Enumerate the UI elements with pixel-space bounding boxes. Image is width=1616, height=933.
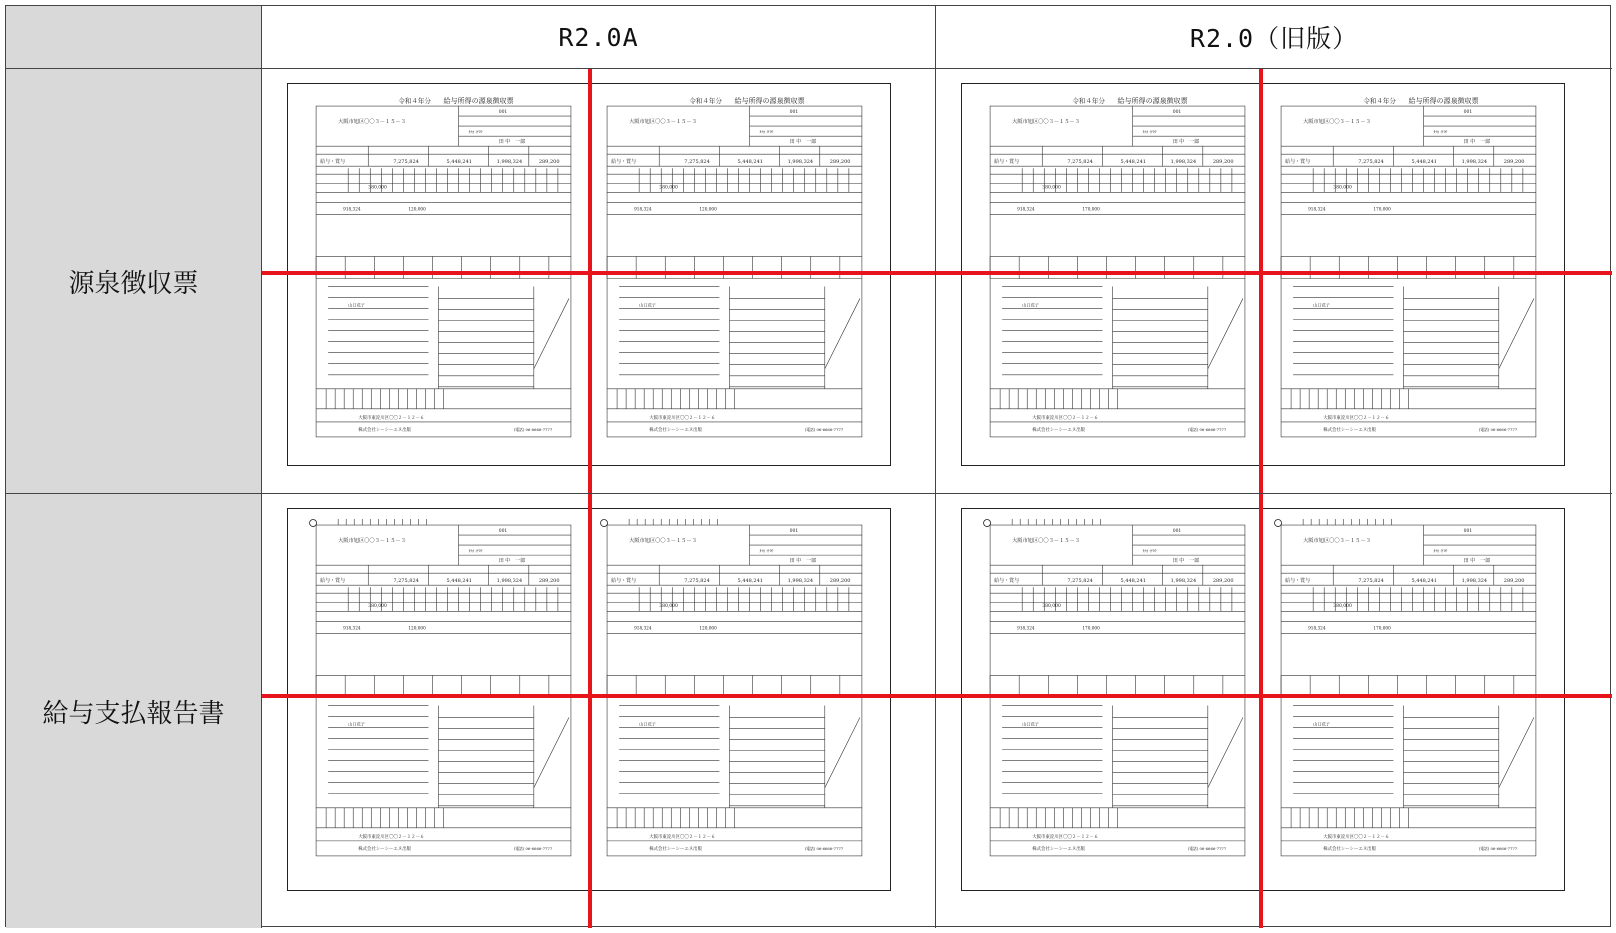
form-payer-tel: (電話) 06-6666-7777 bbox=[804, 845, 844, 851]
header-r20-old-label: R2.0（旧版） bbox=[1189, 24, 1359, 53]
form-amount-pay: 7,275,824 bbox=[1358, 159, 1384, 166]
form-social-insurance: 380,000 bbox=[1333, 185, 1352, 191]
form-payer-tel: (電話) 06-6666-7777 bbox=[1187, 426, 1227, 432]
form-year: 令和４年分 bbox=[398, 97, 431, 106]
form-number: 001 bbox=[1463, 529, 1473, 535]
form-number: 001 bbox=[498, 529, 508, 535]
form-year: 令和４年分 bbox=[689, 97, 722, 106]
form-payer-tel: (電話) 06-6666-7777 bbox=[513, 845, 553, 851]
form-copies bbox=[310, 519, 862, 856]
form-year: 令和４年分 bbox=[1363, 97, 1396, 106]
form-amount-after: 5,448,241 bbox=[1411, 578, 1437, 585]
form-payer-tel: (電話) 06-6666-7777 bbox=[1478, 426, 1518, 432]
comparison-table bbox=[5, 5, 1611, 927]
red-guide-vertical bbox=[588, 69, 592, 493]
form-payer-address: 大阪市東淀川区〇〇２－１２－６ bbox=[1032, 415, 1099, 421]
form-name-kana: ﾀﾅｶ ｲﾁﾛｳ bbox=[759, 130, 774, 135]
red-guide-horizontal bbox=[936, 694, 1612, 698]
form-amount-pay: 7,275,824 bbox=[1067, 578, 1093, 585]
form-amount-tax: 289,200 bbox=[1503, 578, 1525, 585]
form-payer-name: 株式会社シーシーエヌ出版 bbox=[1323, 846, 1377, 852]
form-dependent-name: 山口花子 bbox=[639, 302, 656, 308]
form-payment-type: 給与・賞与 bbox=[1285, 578, 1311, 585]
form-payment-type: 給与・賞与 bbox=[611, 159, 637, 166]
form-address: 大阪市旭区〇〇３－１５－３ bbox=[1012, 538, 1080, 545]
form-amount-tax: 289,200 bbox=[829, 159, 851, 166]
form-payment-type: 給与・賞与 bbox=[320, 159, 346, 166]
form-dependent-name: 山口花子 bbox=[348, 302, 366, 308]
form-insurance-b: 120,000 bbox=[408, 625, 426, 631]
form-title: 給与所得の源泉徴収票 bbox=[1408, 96, 1479, 106]
red-guide-horizontal bbox=[262, 694, 935, 698]
form-name: 田 中 一郎 bbox=[1172, 558, 1200, 565]
form-name: 田 中 一郎 bbox=[1463, 558, 1491, 565]
header-r20-old bbox=[936, 6, 1612, 69]
form-payer-address: 大阪市東淀川区〇〇２－１２－６ bbox=[649, 834, 716, 840]
form-payer-tel: (電話) 06-6666-7777 bbox=[804, 426, 844, 432]
form-payment-type: 給与・賞与 bbox=[611, 578, 637, 585]
form-payment-type: 給与・賞与 bbox=[320, 578, 346, 585]
form-social-insurance: 380,000 bbox=[1333, 604, 1352, 610]
red-guide-horizontal bbox=[936, 271, 1612, 275]
form-payer-name: 株式会社シーシーエヌ出版 bbox=[649, 427, 703, 433]
form-address: 大阪市旭区〇〇３－１５－３ bbox=[629, 538, 697, 545]
form-payer-address: 大阪市東淀川区〇〇２－１２－６ bbox=[1323, 834, 1390, 840]
form-payer-address: 大阪市東淀川区〇〇２－１２－６ bbox=[1032, 834, 1099, 840]
form-social-insurance: 380,000 bbox=[368, 604, 387, 610]
form-insurance-a: 918,324 bbox=[1308, 206, 1326, 212]
form-amount-after: 5,448,241 bbox=[1120, 159, 1146, 166]
form-amount-after: 5,448,241 bbox=[737, 159, 763, 166]
form-circle-mark bbox=[1275, 520, 1282, 527]
form-title: 給与所得の源泉徴収票 bbox=[1117, 96, 1188, 106]
form-amount-deduction: 1,998,324 bbox=[787, 159, 814, 166]
form-payment-type: 給与・賞与 bbox=[994, 578, 1020, 585]
header-r20a bbox=[262, 6, 936, 69]
form-amount-pay: 7,275,824 bbox=[393, 578, 419, 585]
form-amount-pay: 7,275,824 bbox=[1358, 578, 1384, 585]
form-payer-name: 株式会社シーシーエヌ出版 bbox=[1323, 427, 1377, 433]
form-payment-type: 給与・賞与 bbox=[1285, 159, 1311, 166]
form-number: 001 bbox=[1463, 110, 1473, 116]
form-amount-after: 5,448,241 bbox=[1411, 159, 1437, 166]
form-social-insurance: 380,000 bbox=[659, 604, 678, 610]
form-name-kana: ﾀﾅｶ ｲﾁﾛｳ bbox=[1142, 130, 1157, 135]
form-amount-deduction: 1,998,324 bbox=[787, 578, 814, 585]
form-insurance-a: 918,324 bbox=[634, 206, 652, 212]
form-dependent-name: 山口花子 bbox=[348, 721, 366, 727]
form-payer-tel: (電話) 06-6666-7777 bbox=[1478, 845, 1518, 851]
form-name-kana: ﾀﾅｶ ｲﾁﾛｳ bbox=[1433, 130, 1448, 135]
form-number: 001 bbox=[1172, 110, 1182, 116]
form-amount-deduction: 1,998,324 bbox=[1170, 159, 1197, 166]
preview-report-r20-old bbox=[936, 494, 1612, 928]
form-name: 田 中 一郎 bbox=[789, 558, 817, 565]
form-circle-mark bbox=[601, 520, 608, 527]
preview-withholding-r20-old bbox=[936, 69, 1612, 494]
form-amount-after: 5,448,241 bbox=[446, 578, 472, 585]
form-insurance-a: 918,324 bbox=[1017, 625, 1035, 631]
form-name-kana: ﾀﾅｶ ｲﾁﾛｳ bbox=[1142, 549, 1157, 554]
red-guide-horizontal bbox=[262, 271, 935, 275]
form-insurance-b: 170,000 bbox=[1373, 206, 1391, 212]
form-address: 大阪市旭区〇〇３－１５－３ bbox=[629, 119, 697, 126]
form-insurance-b: 120,000 bbox=[699, 625, 717, 631]
form-address: 大阪市旭区〇〇３－１５－３ bbox=[1303, 538, 1371, 545]
form-drawing bbox=[962, 509, 1564, 890]
preview-withholding-r20a bbox=[262, 69, 936, 494]
form-insurance-b: 170,000 bbox=[1373, 625, 1391, 631]
form-amount-after: 5,448,241 bbox=[1120, 578, 1146, 585]
form-name: 田 中 一郎 bbox=[789, 139, 817, 146]
form-address: 大阪市旭区〇〇３－１５－３ bbox=[338, 119, 406, 126]
form-circle-mark bbox=[984, 520, 991, 527]
form-dependent-name: 山口花子 bbox=[1313, 721, 1330, 727]
form-insurance-a: 918,324 bbox=[343, 206, 361, 212]
form-payer-address: 大阪市東淀川区〇〇２－１２－６ bbox=[1323, 415, 1390, 421]
form-amount-pay: 7,275,824 bbox=[1067, 159, 1093, 166]
form-payer-tel: (電話) 06-6666-7777 bbox=[1187, 845, 1227, 851]
form-dependent-name: 山口花子 bbox=[1022, 302, 1040, 308]
form-payment-type: 給与・賞与 bbox=[994, 159, 1020, 166]
form-address: 大阪市旭区〇〇３－１５－３ bbox=[338, 538, 406, 545]
preview-report-r20a bbox=[262, 494, 936, 928]
form-insurance-a: 918,324 bbox=[634, 625, 652, 631]
header-r20a-label: R2.0A bbox=[558, 22, 639, 52]
form-amount-tax: 289,200 bbox=[1503, 159, 1525, 166]
form-payer-name: 株式会社シーシーエヌ出版 bbox=[1032, 846, 1086, 852]
form-amount-tax: 289,200 bbox=[538, 578, 560, 585]
form-dependent-name: 山口花子 bbox=[639, 721, 656, 727]
form-name-kana: ﾀﾅｶ ｲﾁﾛｳ bbox=[468, 130, 483, 135]
form-insurance-a: 918,324 bbox=[1017, 206, 1035, 212]
row-label-withholding bbox=[6, 69, 262, 494]
row-label-salary-report-text: 給与支払報告書 bbox=[42, 698, 225, 729]
form-payer-name: 株式会社シーシーエヌ出版 bbox=[649, 846, 703, 852]
form-amount-after: 5,448,241 bbox=[737, 578, 763, 585]
form-insurance-b: 120,000 bbox=[408, 206, 426, 212]
form-circle-mark bbox=[310, 520, 317, 527]
form-payer-tel: (電話) 06-6666-7777 bbox=[513, 426, 553, 432]
form-number: 001 bbox=[1172, 529, 1182, 535]
form-amount-deduction: 1,998,324 bbox=[1170, 578, 1197, 585]
form-title: 給与所得の源泉徴収票 bbox=[443, 96, 514, 106]
form-amount-tax: 289,200 bbox=[1212, 159, 1234, 166]
form-amount-tax: 289,200 bbox=[1212, 578, 1234, 585]
form-title: 給与所得の源泉徴収票 bbox=[734, 96, 805, 106]
form-amount-deduction: 1,998,324 bbox=[1461, 578, 1488, 585]
form-amount-deduction: 1,998,324 bbox=[496, 159, 523, 166]
form-number: 001 bbox=[498, 110, 508, 116]
form-copies bbox=[990, 96, 1536, 437]
form-amount-after: 5,448,241 bbox=[446, 159, 472, 166]
form-dependent-name: 山口花子 bbox=[1022, 721, 1040, 727]
form-amount-deduction: 1,998,324 bbox=[496, 578, 523, 585]
form-insurance-b: 170,000 bbox=[1082, 625, 1100, 631]
form-amount-tax: 289,200 bbox=[538, 159, 560, 166]
form-dependent-name: 山口花子 bbox=[1313, 302, 1330, 308]
form-payer-address: 大阪市東淀川区〇〇２－１２－６ bbox=[358, 415, 425, 421]
form-payer-name: 株式会社シーシーエヌ出版 bbox=[358, 846, 412, 852]
form-year: 令和４年分 bbox=[1072, 97, 1105, 106]
form-name: 田 中 一郎 bbox=[498, 139, 526, 146]
form-amount-pay: 7,275,824 bbox=[393, 159, 419, 166]
form-address: 大阪市旭区〇〇３－１５－３ bbox=[1303, 119, 1371, 126]
form-social-insurance: 380,000 bbox=[1042, 604, 1061, 610]
red-guide-vertical bbox=[1259, 69, 1263, 493]
form-payer-address: 大阪市東淀川区〇〇２－１２－６ bbox=[649, 415, 716, 421]
form-payer-name: 株式会社シーシーエヌ出版 bbox=[358, 427, 412, 433]
form-name-kana: ﾀﾅｶ ｲﾁﾛｳ bbox=[468, 549, 483, 554]
form-address: 大阪市旭区〇〇３－１５－３ bbox=[1012, 119, 1080, 126]
form-payer-address: 大阪市東淀川区〇〇２－１２－６ bbox=[358, 834, 425, 840]
form-amount-deduction: 1,998,324 bbox=[1461, 159, 1488, 166]
red-guide-vertical bbox=[1259, 494, 1263, 928]
form-number: 001 bbox=[789, 110, 799, 116]
form-insurance-a: 918,324 bbox=[343, 625, 361, 631]
form-amount-pay: 7,275,824 bbox=[684, 578, 710, 585]
form-insurance-b: 120,000 bbox=[699, 206, 717, 212]
form-name-kana: ﾀﾅｶ ｲﾁﾛｳ bbox=[1433, 549, 1448, 554]
form-name-kana: ﾀﾅｶ ｲﾁﾛｳ bbox=[759, 549, 774, 554]
form-payer-name: 株式会社シーシーエヌ出版 bbox=[1032, 427, 1086, 433]
form-sheet bbox=[961, 508, 1565, 891]
form-social-insurance: 380,000 bbox=[659, 185, 678, 191]
form-name: 田 中 一郎 bbox=[1172, 139, 1200, 146]
form-social-insurance: 380,000 bbox=[368, 185, 387, 191]
form-insurance-b: 170,000 bbox=[1082, 206, 1100, 212]
form-amount-pay: 7,275,824 bbox=[684, 159, 710, 166]
form-insurance-a: 918,324 bbox=[1308, 625, 1326, 631]
red-guide-vertical bbox=[588, 494, 592, 928]
form-name: 田 中 一郎 bbox=[498, 558, 526, 565]
header-corner-cell bbox=[6, 6, 262, 69]
form-number: 001 bbox=[789, 529, 799, 535]
form-name: 田 中 一郎 bbox=[1463, 139, 1491, 146]
form-social-insurance: 380,000 bbox=[1042, 185, 1061, 191]
row-label-salary-report bbox=[6, 494, 262, 928]
row-label-withholding-text: 源泉徴収票 bbox=[68, 268, 199, 299]
form-amount-tax: 289,200 bbox=[829, 578, 851, 585]
